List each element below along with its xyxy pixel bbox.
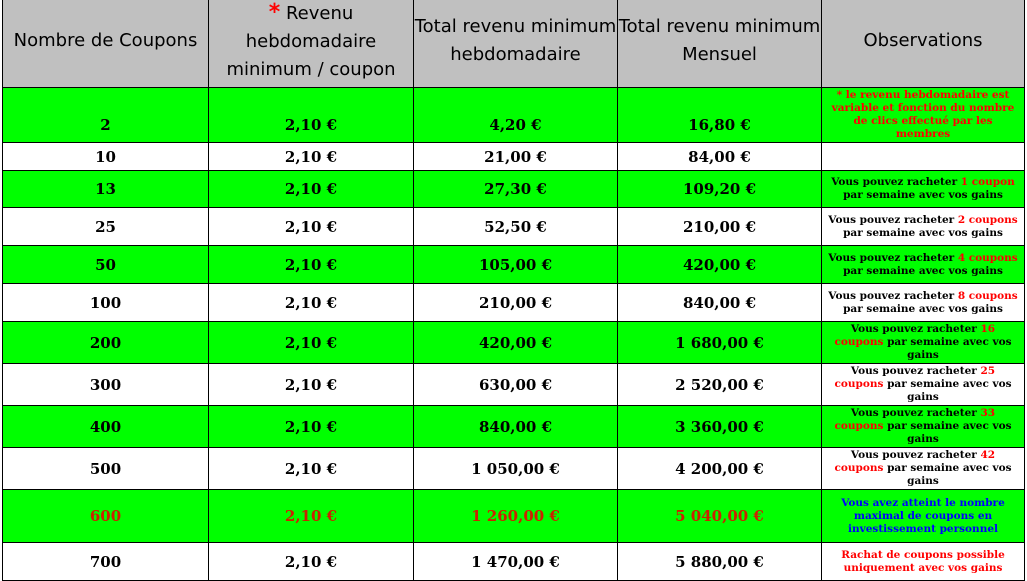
cell-coupons: 13: [3, 171, 209, 208]
cell-monthly: 2 520,00 €: [618, 364, 822, 406]
cell-monthly: 84,00 €: [618, 143, 822, 171]
table-row: [3, 543, 1025, 581]
table-row: [3, 246, 1025, 284]
cell-observation: [822, 171, 1025, 208]
cell-observation: [822, 406, 1025, 448]
table-row: [3, 88, 1025, 143]
cell-weekly: 1 260,00 €: [414, 490, 618, 543]
obs-text: par semaine avec vos gains: [843, 264, 1003, 277]
cell-observation: [822, 364, 1025, 406]
table-row: [3, 208, 1025, 246]
cell-coupons: 500: [3, 448, 209, 490]
cell-per-coupon: 2,10 €: [209, 490, 414, 543]
cell-coupons: 400: [3, 406, 209, 448]
cell-per-coupon: 2,10 €: [209, 246, 414, 284]
obs-count: 33 coupons: [834, 407, 996, 432]
cell-weekly: 1 470,00 €: [414, 543, 618, 581]
cell-coupons: 10: [3, 143, 209, 171]
cell-weekly: 630,00 €: [414, 364, 618, 406]
cell-weekly: 1 050,00 €: [414, 448, 618, 490]
coupon-revenue-table: [2, 0, 1025, 581]
cell-per-coupon: 2,10 €: [209, 406, 414, 448]
table-row: [3, 284, 1025, 322]
cell-per-coupon: 2,10 €: [209, 208, 414, 246]
obs-count: 8 coupons: [957, 289, 1018, 302]
obs-text: Vous pouvez racheter: [831, 176, 958, 188]
cell-observation: [822, 284, 1025, 322]
cell-per-coupon: 2,10 €: [209, 543, 414, 581]
cell-weekly: 420,00 €: [414, 322, 618, 364]
header-observations: Observations: [822, 0, 1025, 88]
cell-weekly: 21,00 €: [414, 143, 618, 171]
obs-text: par semaine avec vos gains: [843, 302, 1003, 315]
cell-coupons: 2: [3, 88, 209, 143]
cell-weekly: 27,30 €: [414, 171, 618, 208]
obs-text: Vous pouvez racheter: [828, 213, 955, 226]
table-row: [3, 143, 1025, 171]
cell-coupons: 200: [3, 322, 209, 364]
cell-observation: * le revenu hebdomadaire est variable et fonction du nombre de clics effectué par les membres: [822, 88, 1025, 143]
cell-monthly: 840,00 €: [618, 284, 822, 322]
obs-text: Vous pouvez racheter: [850, 449, 977, 461]
cell-weekly: 840,00 €: [414, 406, 618, 448]
table-row: [3, 448, 1025, 490]
header-row: [3, 0, 1025, 88]
obs-count: 4 coupons: [957, 251, 1018, 264]
header-coupons: Nombre de Coupons: [3, 0, 209, 88]
cell-monthly: 4 200,00 €: [618, 448, 822, 490]
header-revenue-per-coupon: [209, 0, 414, 88]
cell-observation: Rachat de coupons possible uniquement avec vos gains: [822, 543, 1025, 581]
cell-per-coupon: 2,10 €: [209, 88, 414, 143]
obs-text: par semaine avec vos gains: [887, 378, 1012, 403]
obs-text: par semaine avec vos gains: [887, 420, 1012, 445]
cell-per-coupon: 2,10 €: [209, 284, 414, 322]
cell-monthly: 3 360,00 €: [618, 406, 822, 448]
header-revenue-per-coupon-label: Revenu hebdomadaire minimum / coupon: [226, 2, 396, 80]
cell-monthly: 109,20 €: [618, 171, 822, 208]
cell-observation: [822, 143, 1025, 171]
cell-per-coupon: 2,10 €: [209, 143, 414, 171]
cell-observation: [822, 246, 1025, 284]
cell-monthly: 5 880,00 €: [618, 543, 822, 581]
cell-weekly: 210,00 €: [414, 284, 618, 322]
cell-per-coupon: 2,10 €: [209, 364, 414, 406]
obs-count: 16 coupons: [834, 323, 996, 348]
cell-coupons: 25: [3, 208, 209, 246]
cell-per-coupon: 2,10 €: [209, 448, 414, 490]
cell-monthly: 1 680,00 €: [618, 322, 822, 364]
cell-weekly: 4,20 €: [414, 88, 618, 143]
obs-count: 2 coupons: [957, 213, 1018, 226]
cell-per-coupon: 2,10 €: [209, 322, 414, 364]
obs-text: Vous pouvez racheter: [850, 365, 977, 377]
obs-text: par semaine avec vos gains: [843, 189, 1003, 201]
cell-coupons: 300: [3, 364, 209, 406]
cell-observation: [822, 448, 1025, 490]
cell-coupons: 700: [3, 543, 209, 581]
cell-weekly: 52,50 €: [414, 208, 618, 246]
header-monthly-total: Total revenu minimum Mensuel: [618, 0, 822, 88]
obs-text: par semaine avec vos gains: [843, 226, 1003, 239]
cell-coupons: 600: [3, 490, 209, 543]
table-row: [3, 364, 1025, 406]
obs-text: Vous pouvez racheter: [850, 323, 977, 335]
cell-coupons: 100: [3, 284, 209, 322]
cell-observation: Vous avez atteint le nombre maximal de coupons en investissement personnel: [822, 490, 1025, 543]
table-row: [3, 490, 1025, 543]
cell-monthly: 210,00 €: [618, 208, 822, 246]
obs-count: 25 coupons: [834, 365, 996, 390]
cell-monthly: 420,00 €: [618, 246, 822, 284]
obs-count: 1 coupon: [960, 176, 1015, 188]
table-row: [3, 406, 1025, 448]
cell-monthly: 5 040,00 €: [618, 490, 822, 543]
cell-observation: [822, 208, 1025, 246]
obs-text: par semaine avec vos gains: [887, 462, 1012, 487]
obs-text: Vous pouvez racheter: [828, 251, 955, 264]
obs-text: par semaine avec vos gains: [887, 336, 1012, 361]
asterisk-marker: *: [268, 0, 281, 25]
obs-text: Vous pouvez racheter: [828, 289, 955, 302]
header-weekly-total: Total revenu minimum hebdomadaire: [414, 0, 618, 88]
cell-coupons: 50: [3, 246, 209, 284]
cell-monthly: 16,80 €: [618, 88, 822, 143]
obs-text: Vous pouvez racheter: [850, 407, 977, 419]
cell-observation: [822, 322, 1025, 364]
table-row: [3, 171, 1025, 208]
table-row: [3, 322, 1025, 364]
obs-count: 42 coupons: [834, 449, 996, 474]
cell-per-coupon: 2,10 €: [209, 171, 414, 208]
cell-weekly: 105,00 €: [414, 246, 618, 284]
